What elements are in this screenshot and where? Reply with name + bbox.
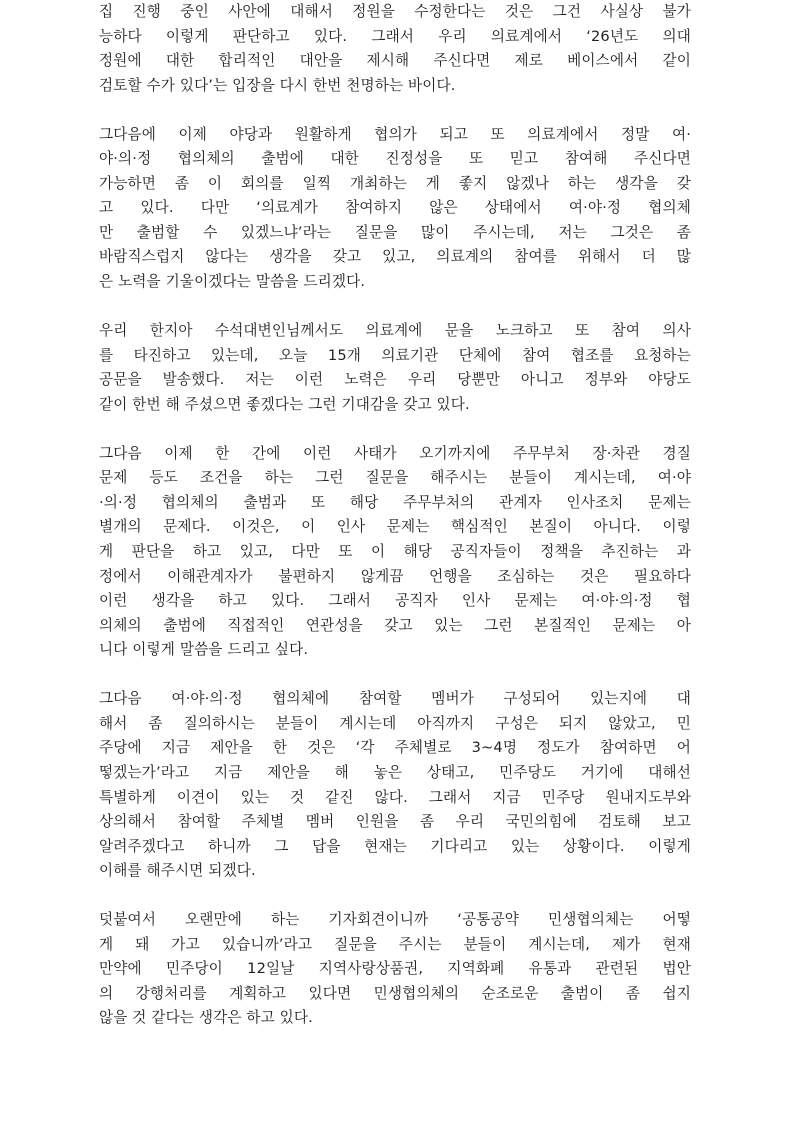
paragraph [99,319,691,417]
text-line: 문제 등도 조건을 하는 그런 질문을 해주시는 분들이 계시는데, 여·야 [99,469,691,487]
text-line: 니다 이렇게 말씀을 드리고 싶다. [99,641,309,659]
text-line: 같이 한번 해 주셨으면 좋겠다는 그런 기대감을 갖고 있다. [99,395,470,413]
text-line: 그다음 이제 한 간에 이런 사태가 오기까지에 주무부처 장·차관 경질 [99,444,691,462]
text-line: 를 타진하고 있는데, 오늘 15개 의료기관 단체에 참여 협조를 요청하는 [99,346,691,364]
text-line: 게 판단을 하고 있고, 다만 또 이 해당 공직자들이 정책을 추진하는 과 [99,543,691,561]
text-line: 특별하게 이견이 있는 것 같진 않다. 그래서 지금 민주당 원내지도부와 [99,788,691,806]
paragraph [99,908,691,1031]
text-line: 의 강행처리를 계획하고 있다면 민생협의체의 순조로운 출범이 좀 쉽지 [99,984,691,1002]
text-line: 별개의 문제다. 이것은, 이 인사 문제는 핵심적인 본질이 아니다. 이렇 [99,518,691,536]
text-line: 만 출범할 수 있겠느냐’라는 질문을 많이 주시는데, 저는 그것은 좀 [99,223,691,241]
text-line: 공문을 발송했다. 저는 이런 노력은 우리 당뿐만 아니고 정부와 야당도 [99,371,691,389]
text-line: 야·의·정 협의체의 출범에 대한 진정성을 또 믿고 참여해 주신다면 [99,150,692,168]
text-line: 가능하면 좀 이 회의를 일찍 개최하는 게 좋지 않겠나 하는 생각을 갖 [99,174,691,192]
text-line: 그다음에 이제 야당과 원활하게 협의가 되고 또 의료계에서 정말 여· [99,125,691,143]
text-line: 의체의 출범에 직접적인 연관성을 갖고 있는 그런 본질적인 문제는 아 [99,616,691,634]
text-line: 만약에 민주당이 12일날 지역사랑상품권, 지역화폐 유통과 관련된 법안 [99,960,691,978]
paragraph [99,0,691,98]
text-line: 정에서 이해관계자가 불편하지 않게끔 언행을 조심하는 것은 필요하다 [99,567,691,585]
text-line: 떻겠는가’라고 지금 제안을 해 놓은 상태고, 민주당도 거기에 대해선 [99,763,691,781]
text-line: 해서 좀 질의하시는 분들이 계시는데 아직까지 구성은 되지 않았고, 민 [99,714,691,732]
text-line: 정원에 대한 합리적인 대안을 제시해 주신다면 제로 베이스에서 같이 [99,52,691,70]
document-body [99,0,691,1056]
text-line: 알려주겠다고 하니까 그 답을 현재는 기다리고 있는 상황이다. 이렇게 [99,837,691,855]
text-line: 이런 생각을 하고 있다. 그래서 공직자 인사 문제는 여·야·의·정 협 [99,592,691,610]
text-line: 상의해서 참여할 주체별 멤버 인원을 좀 우리 국민의힘에 검토해 보고 [99,813,691,831]
text-line: ·의·정 협의체의 출범과 또 해당 주무부처의 관계자 인사조치 문제는 [99,493,691,511]
text-line: 검토할 수가 있다’는 입장을 다시 한번 천명하는 바이다. [99,76,456,94]
text-line: 덧붙여서 오랜만에 하는 기자회견이니까 ‘공통공약 민생협의체는 어떻 [99,911,691,929]
text-line: 고 있다. 다만 ‘의료계가 참여하지 않은 상태에서 여·야·정 협의체 [99,199,691,217]
paragraph [99,687,691,883]
text-line: 그다음 여·야·의·정 협의체에 참여할 멤버가 구성되어 있는지에 대 [99,690,691,708]
text-line: 능하다 이렇게 판단하고 있다. 그래서 우리 의료계에서 ‘26년도 의대 [99,27,691,45]
text-line: 이해를 해주시면 되겠다. [99,862,256,880]
text-line: 않을 것 같다는 생각은 하고 있다. [99,1009,313,1027]
text-line: 주당에 지금 제안을 한 것은 ‘각 주체별로 3~4명 정도가 참여하면 어 [99,739,691,757]
text-line: 바람직스럽지 않다는 생각을 갖고 있고, 의료계의 참여를 위해서 더 많 [99,248,691,266]
text-line: 우리 한지아 수석대변인님께서도 의료계에 문을 노크하고 또 참여 의사 [99,322,691,340]
text-line: 게 돼 가고 있습니까’라고 질문을 주시는 분들이 계시는데, 제가 현재 [99,935,691,953]
text-line: 은 노력을 기울이겠다는 말씀을 드리겠다. [99,273,366,291]
text-line: 집 진행 중인 사안에 대해서 정원을 수정한다는 것은 그건 사실상 불가 [99,3,691,20]
paragraph [99,123,691,295]
paragraph [99,442,691,663]
